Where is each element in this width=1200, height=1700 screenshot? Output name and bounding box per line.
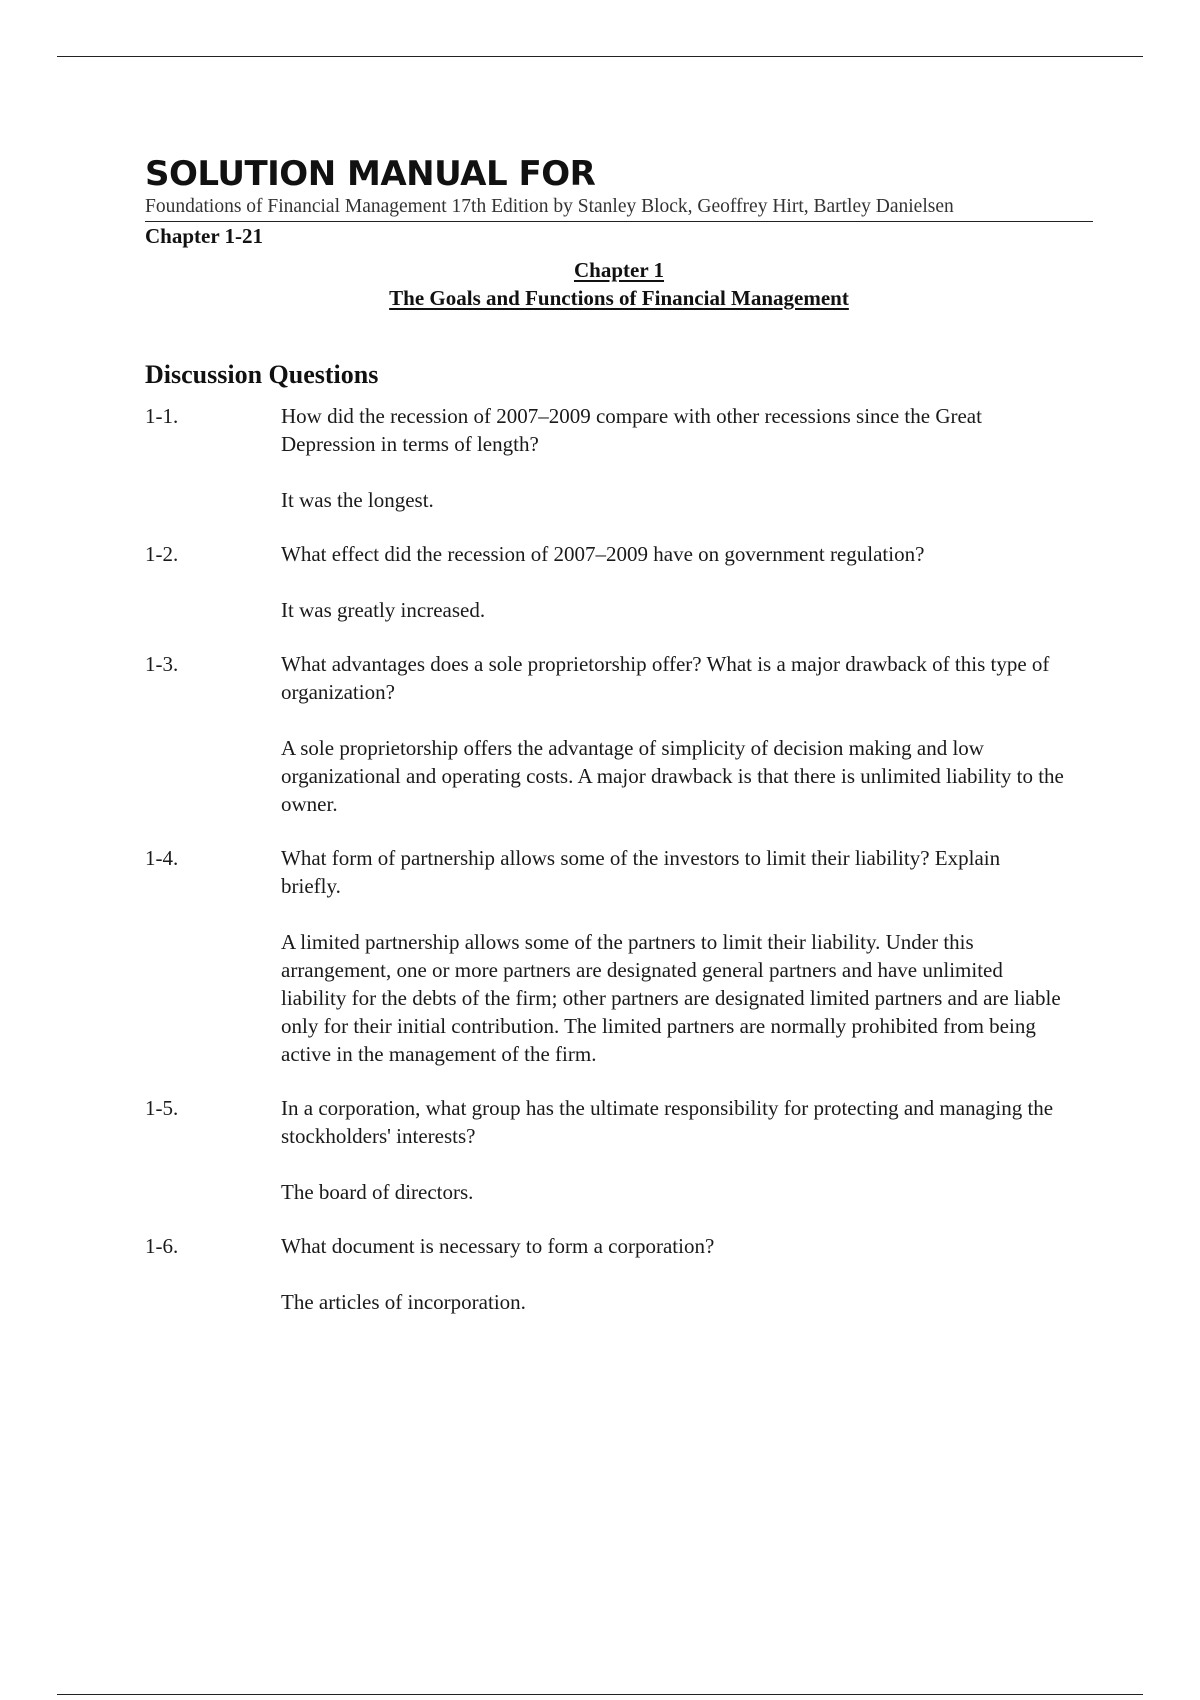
chapters-range: Chapter 1-21 (145, 224, 264, 248)
discussion-questions-list (145, 402, 1065, 1342)
question-item (145, 540, 1065, 624)
answer-text: A limited partnership allows some of the partners to limit their liability. Under this arrangement, one or more partners are designated general partners and have unlimited liability for the debts of the firm; other partners are designated limited partners and are liable only for their initial contribution. The limited partners are normally prohibited from being active in the management of the firm. (281, 930, 1061, 1066)
question-text: How did the recession of 2007–2009 compare with other recessions since the Great Depression in terms of length? (281, 404, 982, 456)
section-title: Discussion Questions (145, 360, 379, 389)
chapter-label: Chapter 1 (573, 258, 665, 282)
answer-text: A sole proprietorship offers the advantage of simplicity of decision making and low organizational and operating costs. A major drawback is that there is unlimited liability to the owner. (281, 736, 1064, 816)
answer-text: The articles of incorporation. (281, 1290, 526, 1314)
chapter-heading (145, 256, 1093, 312)
question-item (145, 1094, 1065, 1206)
document-title: SOLUTION MANUAL FOR (145, 154, 596, 194)
answer-text: It was greatly increased. (281, 598, 486, 622)
question-text: What advantages does a sole proprietorship offer? What is a major drawback of this type of organization? (281, 652, 1050, 704)
question-number: 1-4. (145, 846, 179, 870)
top-rule (57, 56, 1143, 57)
question-item (145, 844, 1065, 1068)
question-number: 1-6. (145, 1234, 179, 1258)
question-item (145, 1232, 1065, 1316)
bottom-rule (57, 1694, 1143, 1695)
document-header (145, 154, 1093, 250)
question-number: 1-2. (145, 542, 179, 566)
document-subtitle: Foundations of Financial Management 17th Edition by Stanley Block, Geoffrey Hirt, Bartley Danielsen (145, 194, 1093, 222)
question-text: What effect did the recession of 2007–2009 have on government regulation? (281, 542, 925, 566)
question-text: What form of partnership allows some of the investors to limit their liability? Explain briefly. (281, 846, 1001, 898)
question-text: In a corporation, what group has the ultimate responsibility for protecting and managing the stockholders' interests? (281, 1096, 1054, 1148)
question-number: 1-1. (145, 404, 179, 428)
question-text: What document is necessary to form a corporation? (281, 1234, 715, 1258)
question-item (145, 650, 1065, 818)
question-number: 1-3. (145, 652, 179, 676)
question-number: 1-5. (145, 1096, 179, 1120)
question-item (145, 402, 1065, 514)
answer-text: It was the longest. (281, 488, 434, 512)
chapter-title: The Goals and Functions of Financial Management (389, 286, 849, 310)
answer-text: The board of directors. (281, 1180, 474, 1204)
